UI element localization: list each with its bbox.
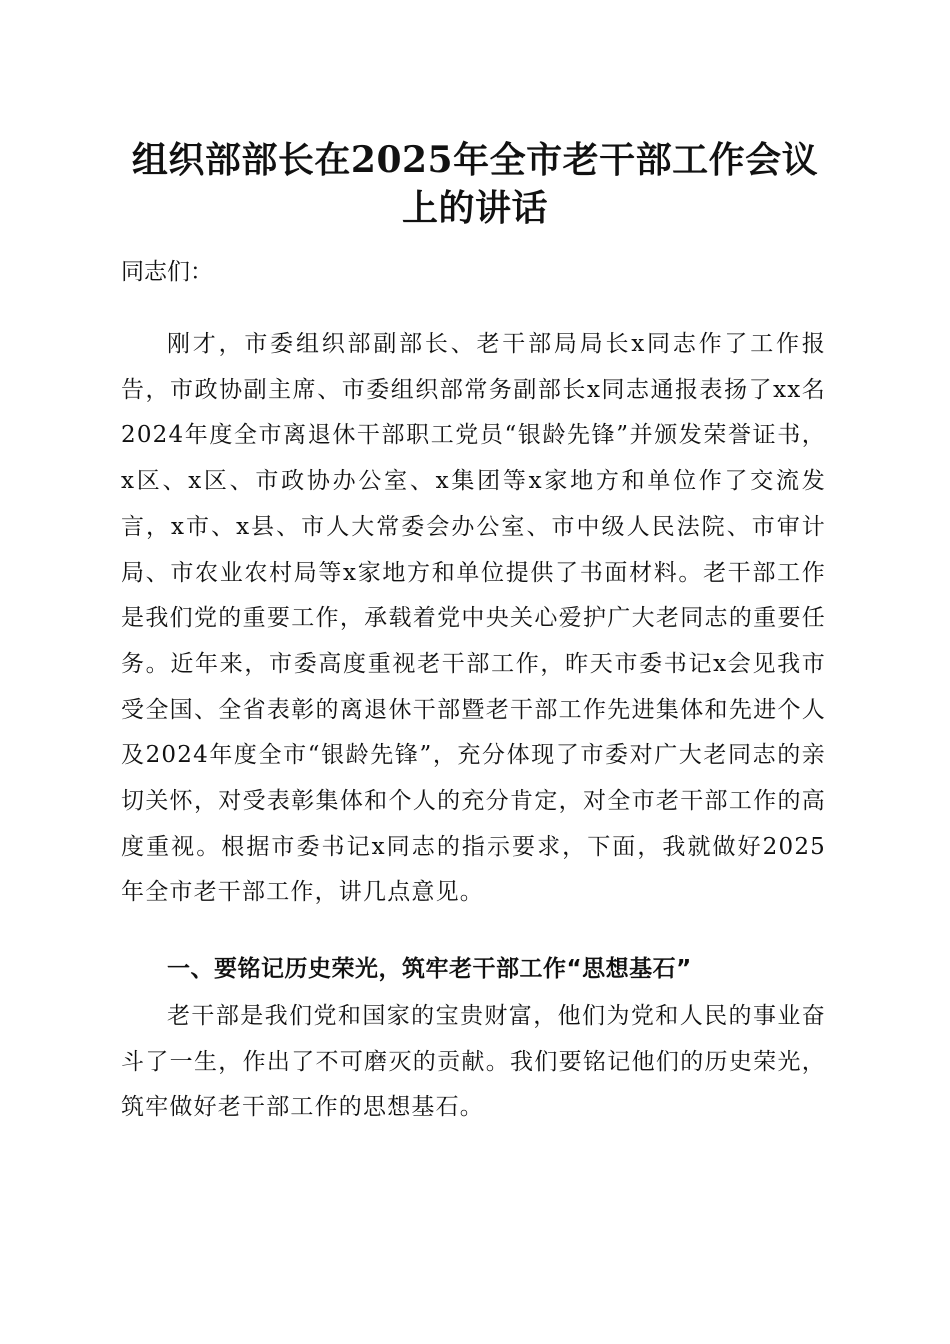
body-paragraph-1: 刚才，市委组织部副部长、老干部局局长x同志作了工作报告，市政协副主席、市委组织部常务副部长x同志通报表扬了xx名2024年度全市离退休干部职工党员“银龄先锋”并颁发荣誉证书，x区、x区、市政协办公室、x集团等x家地方和单位作了交流发言，x市、x县、市人大常委会办公室、市中级人民法院、市审计局、市农业农村局等x家地方和单位提供了书面材料。老干部工作是我们党的重要工作，承载着党中央关心爱护广大老同志的重要任务。近年来，市委高度重视老干部工作，昨天市委书记x会见我市受全国、全省表彰的离退休干部暨老干部工作先进集体和先进个人及2024年度全市“银龄先锋”，充分体现了市委对广大老同志的亲切关怀，对受表彰集体和个人的充分肯定，对全市老干部工作的高度重视。根据市委书记x同志的指示要求，下面，我就做好2025年全市老干部工作，讲几点意见。 [121, 331, 826, 906]
document-title: 组织部部长在2025年全市老干部工作会议上的讲话 [131, 139, 819, 229]
body-paragraph-2: 老干部是我们党和国家的宝贵财富，他们为党和人民的事业奋斗了一生，作出了不可磨灭的贡献。我们要铭记他们的历史荣光，筑牢做好老干部工作的思想基石。 [121, 1003, 826, 1121]
salutation: 同志们： [121, 259, 213, 285]
section-heading-1: 一、要铭记历史荣光，筑牢老干部工作“思想基石” [167, 956, 692, 982]
